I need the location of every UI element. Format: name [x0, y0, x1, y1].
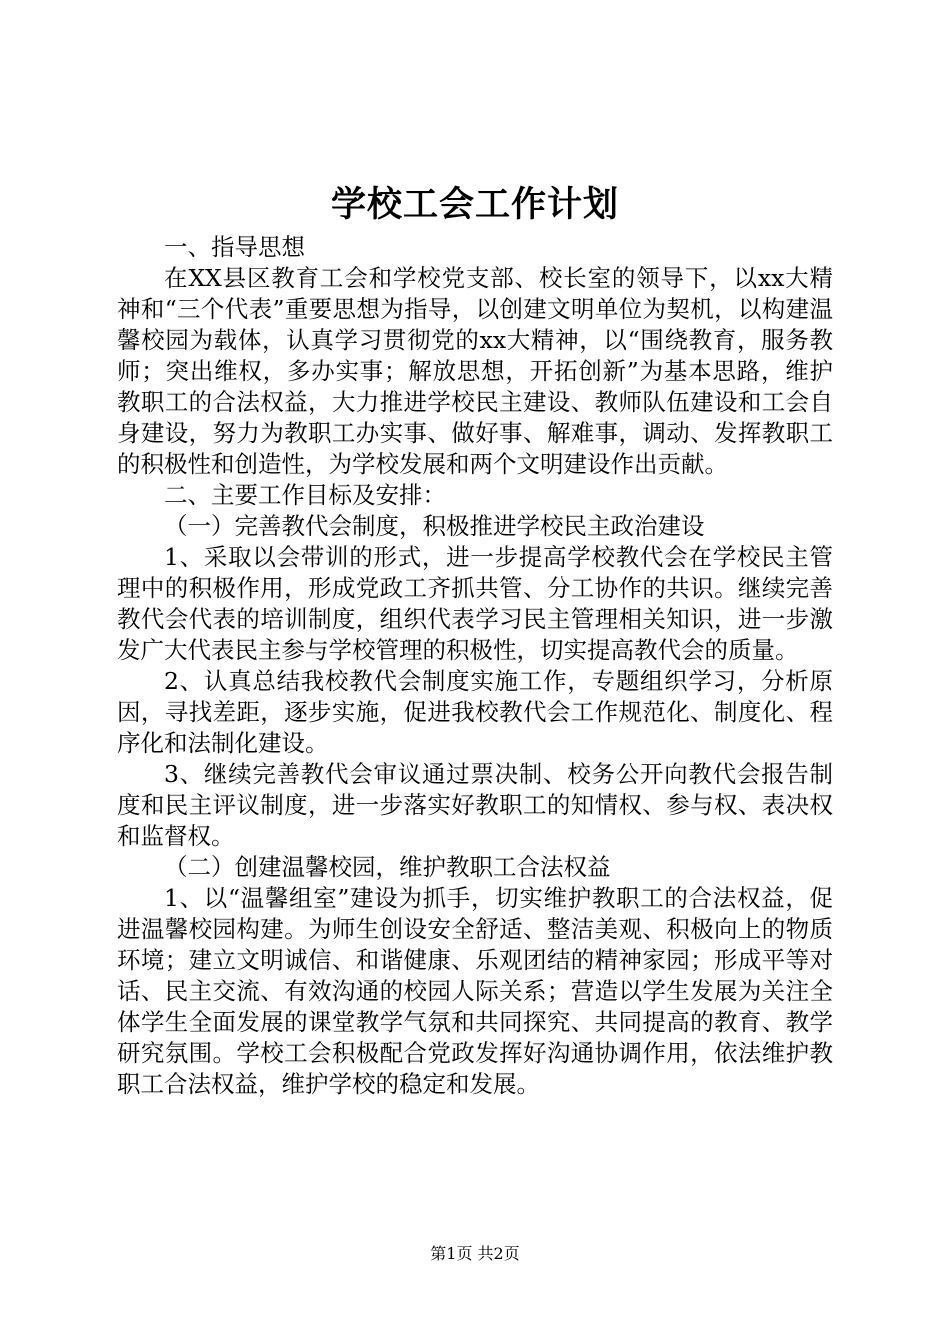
subsection-heading: （二）创建温馨校园，维护教职工合法权益	[164, 853, 611, 881]
document-title: 学校工会工作计划	[330, 184, 619, 225]
document-body	[117, 232, 833, 1100]
body-paragraph: 3、继续完善教代会审议通过票决制、校务公开向教代会报告制度和民主评议制度，进一步落实好教职工的知情权、参与权、表决权和监督权。	[117, 760, 833, 850]
body-paragraph: 在XX县区教育工会和学校党支部、校长室的领导下，以xx大精神和“三个代表”重要思想为指导，以创建文明单位为契机，以构建温馨校园为载体，认真学习贯彻党的xx大精神，以“围绕教育，服务教师；突出维权，多办实事；解放思想，开拓创新”为基本思路，维护教职工的合法权益，大力推进学校民主建设、教师队伍建设和工会自身建设，努力为教职工办实事、做好事、解难事，调动、发挥教职工的积极性和创造性，为学校发展和两个文明建设作出贡献。	[117, 264, 833, 478]
section-heading: 二、主要工作目标及安排：	[164, 481, 446, 509]
section-heading: 一、指导思想	[164, 233, 305, 261]
page-number-footer: 第1页 共2页	[430, 1244, 520, 1263]
body-paragraph: 1、以“温馨组室”建设为抓手，切实维护教职工的合法权益，促进温馨校园构建。为师生创设安全舒适、整洁美观、积极向上的物质环境；建立文明诚信、和谐健康、乐观团结的精神家园；形成平等对话、民主交流、有效沟通的校园人际关系；营造以学生发展为关注全体学生全面发展的课堂教学气氛和共同探究、共同提高的教育、教学研究氛围。学校工会积极配合党政发挥好沟通协调作用，依法维护教职工合法权益，维护学校的稳定和发展。	[117, 884, 833, 1098]
body-paragraph: 1、采取以会带训的形式，进一步提高学校教代会在学校民主管理中的积极作用，形成党政工齐抓共管、分工协作的共识。继续完善教代会代表的培训制度，组织代表学习民主管理相关知识，进一步激发广大代表民主参与学校管理的积极性，切实提高教代会的质量。	[117, 543, 833, 664]
body-paragraph: 2、认真总结我校教代会制度实施工作，专题组织学习，分析原因，寻找差距，逐步实施，促进我校教代会工作规范化、制度化、程序化和法制化建设。	[117, 667, 833, 757]
subsection-heading: （一）完善教代会制度，积极推进学校民主政治建设	[164, 512, 705, 540]
